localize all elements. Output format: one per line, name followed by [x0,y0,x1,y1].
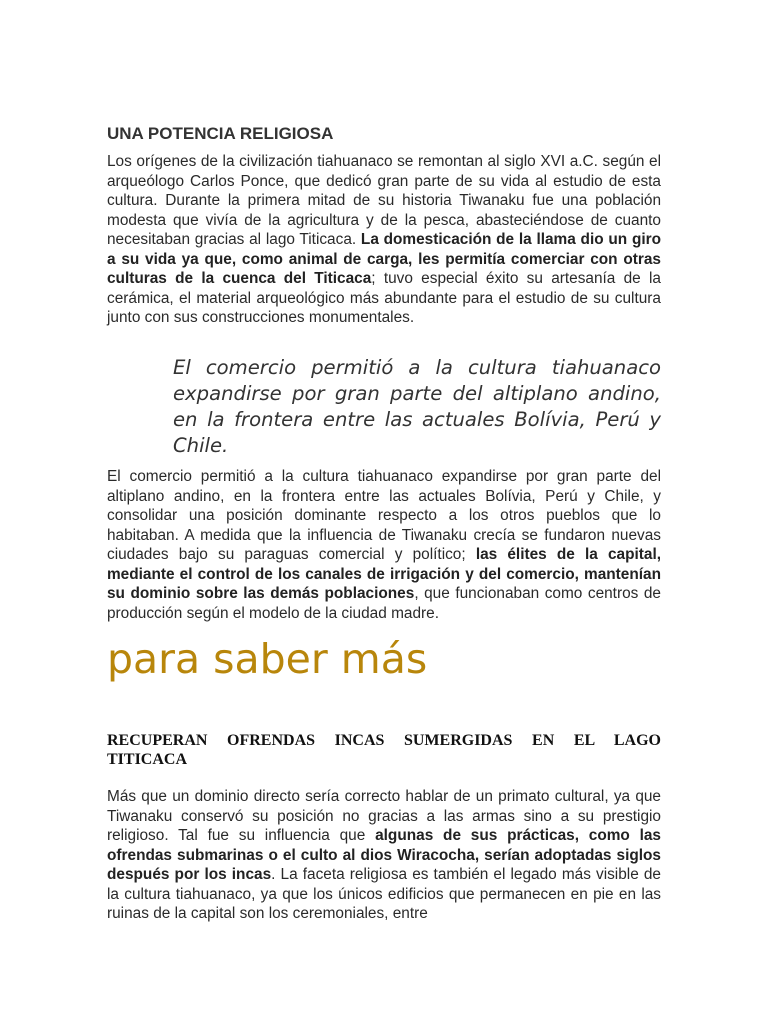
paragraph-text: . La faceta religiosa es también el legado más visible de la cultura tiahuanaco, ya que los únicos edificios que permanecen en pie en las ruinas de la capital son los ceremoniales, entre [107,866,661,922]
article-paragraph-2 [107,467,661,623]
paragraph-text: , que funcionaban como centros de producción según el modelo de la ciudad madre. [107,585,661,622]
paragraph-bold-text: las élites de la capital, mediante el control de los canales de irrigación y del comercio, mantenían su dominio sobre las demás poblaciones [107,546,662,602]
paragraph-text: Los orígenes de la civilización tiahuanaco se remontan al siglo XVI a.C. según el arqueólogo Carlos Ponce, que dedicó gran parte de su vida al estudio de esta cultura. Durante la primera mitad de su historia Tiwanaku fue una población modesta que vivía de la agricultura y de la pesca, abasteciéndose de cuanto necesitaban gracias al lago Titicaca. [107,153,661,248]
article-paragraph-1 [107,152,661,328]
section-heading: UNA POTENCIA RELIGIOSA [107,124,334,143]
paragraph-text: El comercio permitió a la cultura tiahuanaco expandirse por gran parte del altiplano andino, en la frontera entre las actuales Bolívia, Perú y Chile, y consolidar una posición dominante respecto a los otros pueblos que lo habitaban. A medida que la influencia de Tiwanaku crecía se fundaron nuevas ciudades bajo su paraguas comercial y político; [107,468,661,563]
paragraph-text: Más que un dominio directo sería correcto hablar de un primato cultural, ya que Tiwanaku conservó su posición no gracias a las armas sino a su prestigio religioso. Tal fue su influencia que [107,788,661,844]
paragraph-bold-text: La domesticación de la llama dio un giro a su vida ya que, como animal de carga, les permitía comerciar con otras culturas de la cuenca del Titicaca [107,231,662,287]
article-paragraph-3 [107,787,661,924]
read-more-heading: para saber más [107,635,428,683]
pull-quote: El comercio permitió a la cultura tiahuanaco expandirse por gran parte del altiplano andino, en la frontera entre las actuales Bolívia, Perú y Chile. [173,356,661,457]
paragraph-text: ; tuvo especial éxito su artesanía de la cerámica, el material arqueológico más abundante para el estudio de su cultura junto con sus construcciones monumentales. [107,270,661,326]
related-article-link[interactable]: RECUPERAN OFRENDAS INCAS SUMERGIDAS EN EL LAGO TITICACA [107,732,661,768]
paragraph-bold-text: algunas de sus prácticas, como las ofrendas submarinas o el culto al dios Wiracocha, serían adoptadas siglos después por los incas [107,827,661,883]
